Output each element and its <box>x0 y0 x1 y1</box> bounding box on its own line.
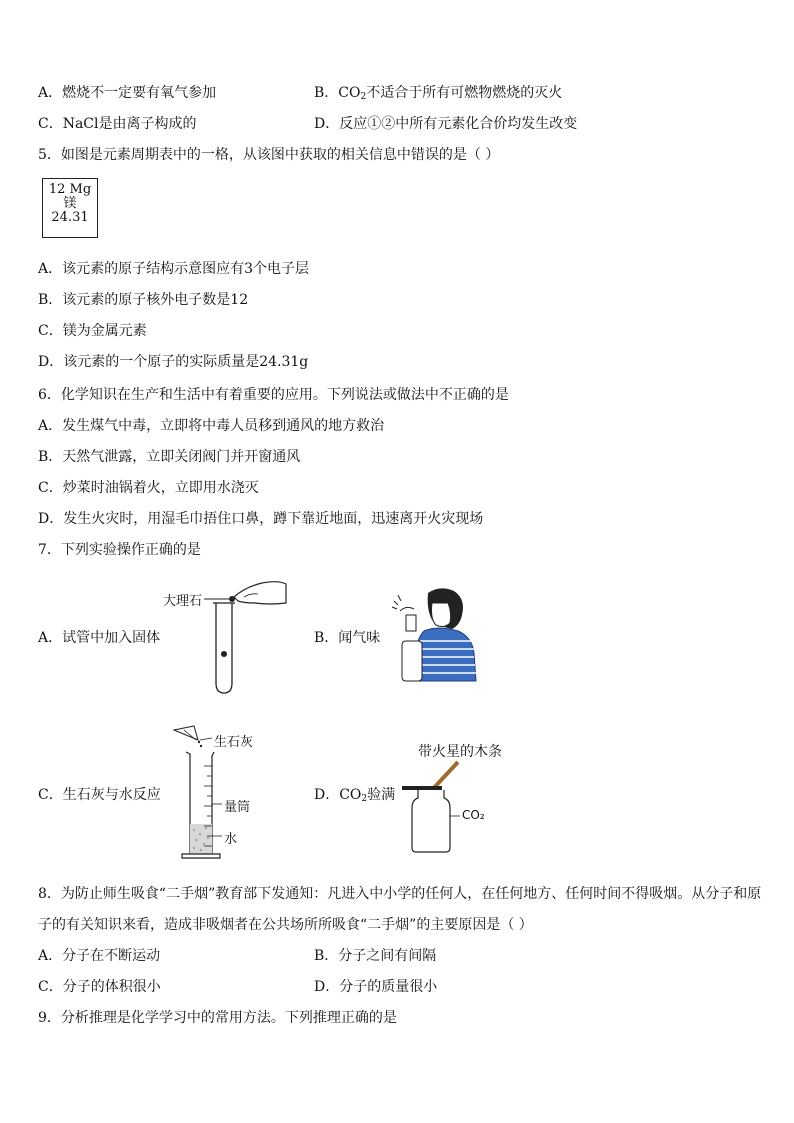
smelling-figure <box>388 585 480 683</box>
test-tube-icon <box>216 603 232 693</box>
element-name: 镁 <box>63 196 77 211</box>
label-quicklime: 生石灰 <box>214 735 254 750</box>
q5-option-c: C．镁为金属元素 <box>38 323 147 339</box>
q4-option-a: A．燃烧不一定要有氧气参加 <box>38 85 217 101</box>
label-co2: CO₂ <box>462 808 485 822</box>
q4-option-c: C．NaCl是由离子构成的 <box>38 116 197 132</box>
hand-icon <box>234 582 286 604</box>
q6-option-d: D．发生火灾时，用湿毛巾捂住口鼻，蹲下靠近地面，迅速离开火灾现场 <box>38 511 484 527</box>
q7-stem: 7．下列实验操作正确的是 <box>38 542 201 558</box>
periodic-table-cell <box>42 178 98 238</box>
q6-stem: 6．化学知识在生产和生活中有着重要的应用。下列说法或做法中不正确的是 <box>38 387 509 403</box>
bottle-stopper-icon <box>406 615 416 631</box>
q7-option-b: B．闻气味 <box>314 630 381 646</box>
q9-stem: 9．分析推理是化学学习中的常用方法。下列推理正确的是 <box>38 1010 397 1026</box>
q6-option-b: B．天然气泄露，立即关闭阀门并开窗通风 <box>38 449 301 465</box>
q5-stem: 5．如图是元素周期表中的一格，从该图中获取的相关信息中错误的是（ ） <box>38 147 500 163</box>
q7-option-c: C．生石灰与水反应 <box>38 787 161 803</box>
q8-option-a: A．分子在不断运动 <box>38 948 161 964</box>
q6-option-a: A．发生煤气中毒，立即将中毒人员移到通风的地方救治 <box>38 418 385 434</box>
q6-option-c: C．炒菜时油锅着火，立即用水浇灭 <box>38 480 259 496</box>
label-marble: 大理石 <box>163 594 203 609</box>
label-cylinder: 量筒 <box>224 800 251 815</box>
element-mass: 24.31 <box>51 210 89 225</box>
element-number-symbol: 12 Mg <box>48 182 92 197</box>
q4-option-b: B．$CO_2$不适合于所有可燃物燃烧的灭火 <box>314 85 563 102</box>
q8-option-c: C．分子的体积很小 <box>38 979 161 995</box>
test-tube-figure <box>200 575 290 700</box>
q8-stem-line2: 子的有关知识来看，造成非吸烟者在公共场所所吸食“二手烟”的主要原因是（ ） <box>38 917 533 933</box>
label-water: 水 <box>224 832 238 847</box>
q5-option-b: B．该元素的原子核外电子数是12 <box>38 292 249 308</box>
marble-icon <box>229 596 235 602</box>
q7-option-d: D．$CO_2$验满 <box>314 787 396 804</box>
q8-option-d: D．分子的质量很小 <box>314 979 438 995</box>
gas-bottle-icon <box>412 790 450 852</box>
q5-option-a: A．该元素的原子结构示意图应有3个电子层 <box>38 261 310 277</box>
q5-option-d: D．该元素的一个原子的实际质量是24.31g <box>38 354 309 370</box>
q8-stem-line1: 8．为防止师生吸食“二手烟”教育部下发通知：凡进入中小学的任何人，在任何地方、任何时间不得吸烟。从分子和原 <box>38 886 762 902</box>
q7-option-a: A．试管中加入固体 <box>38 630 161 646</box>
label-splint: 带火星的木条 <box>418 744 502 760</box>
paper-funnel-icon <box>174 726 198 740</box>
q8-option-b: B．分子之间有间隔 <box>314 948 437 964</box>
q4-option-d: D．反应①②中所有元素化合价均发生改变 <box>314 116 578 132</box>
